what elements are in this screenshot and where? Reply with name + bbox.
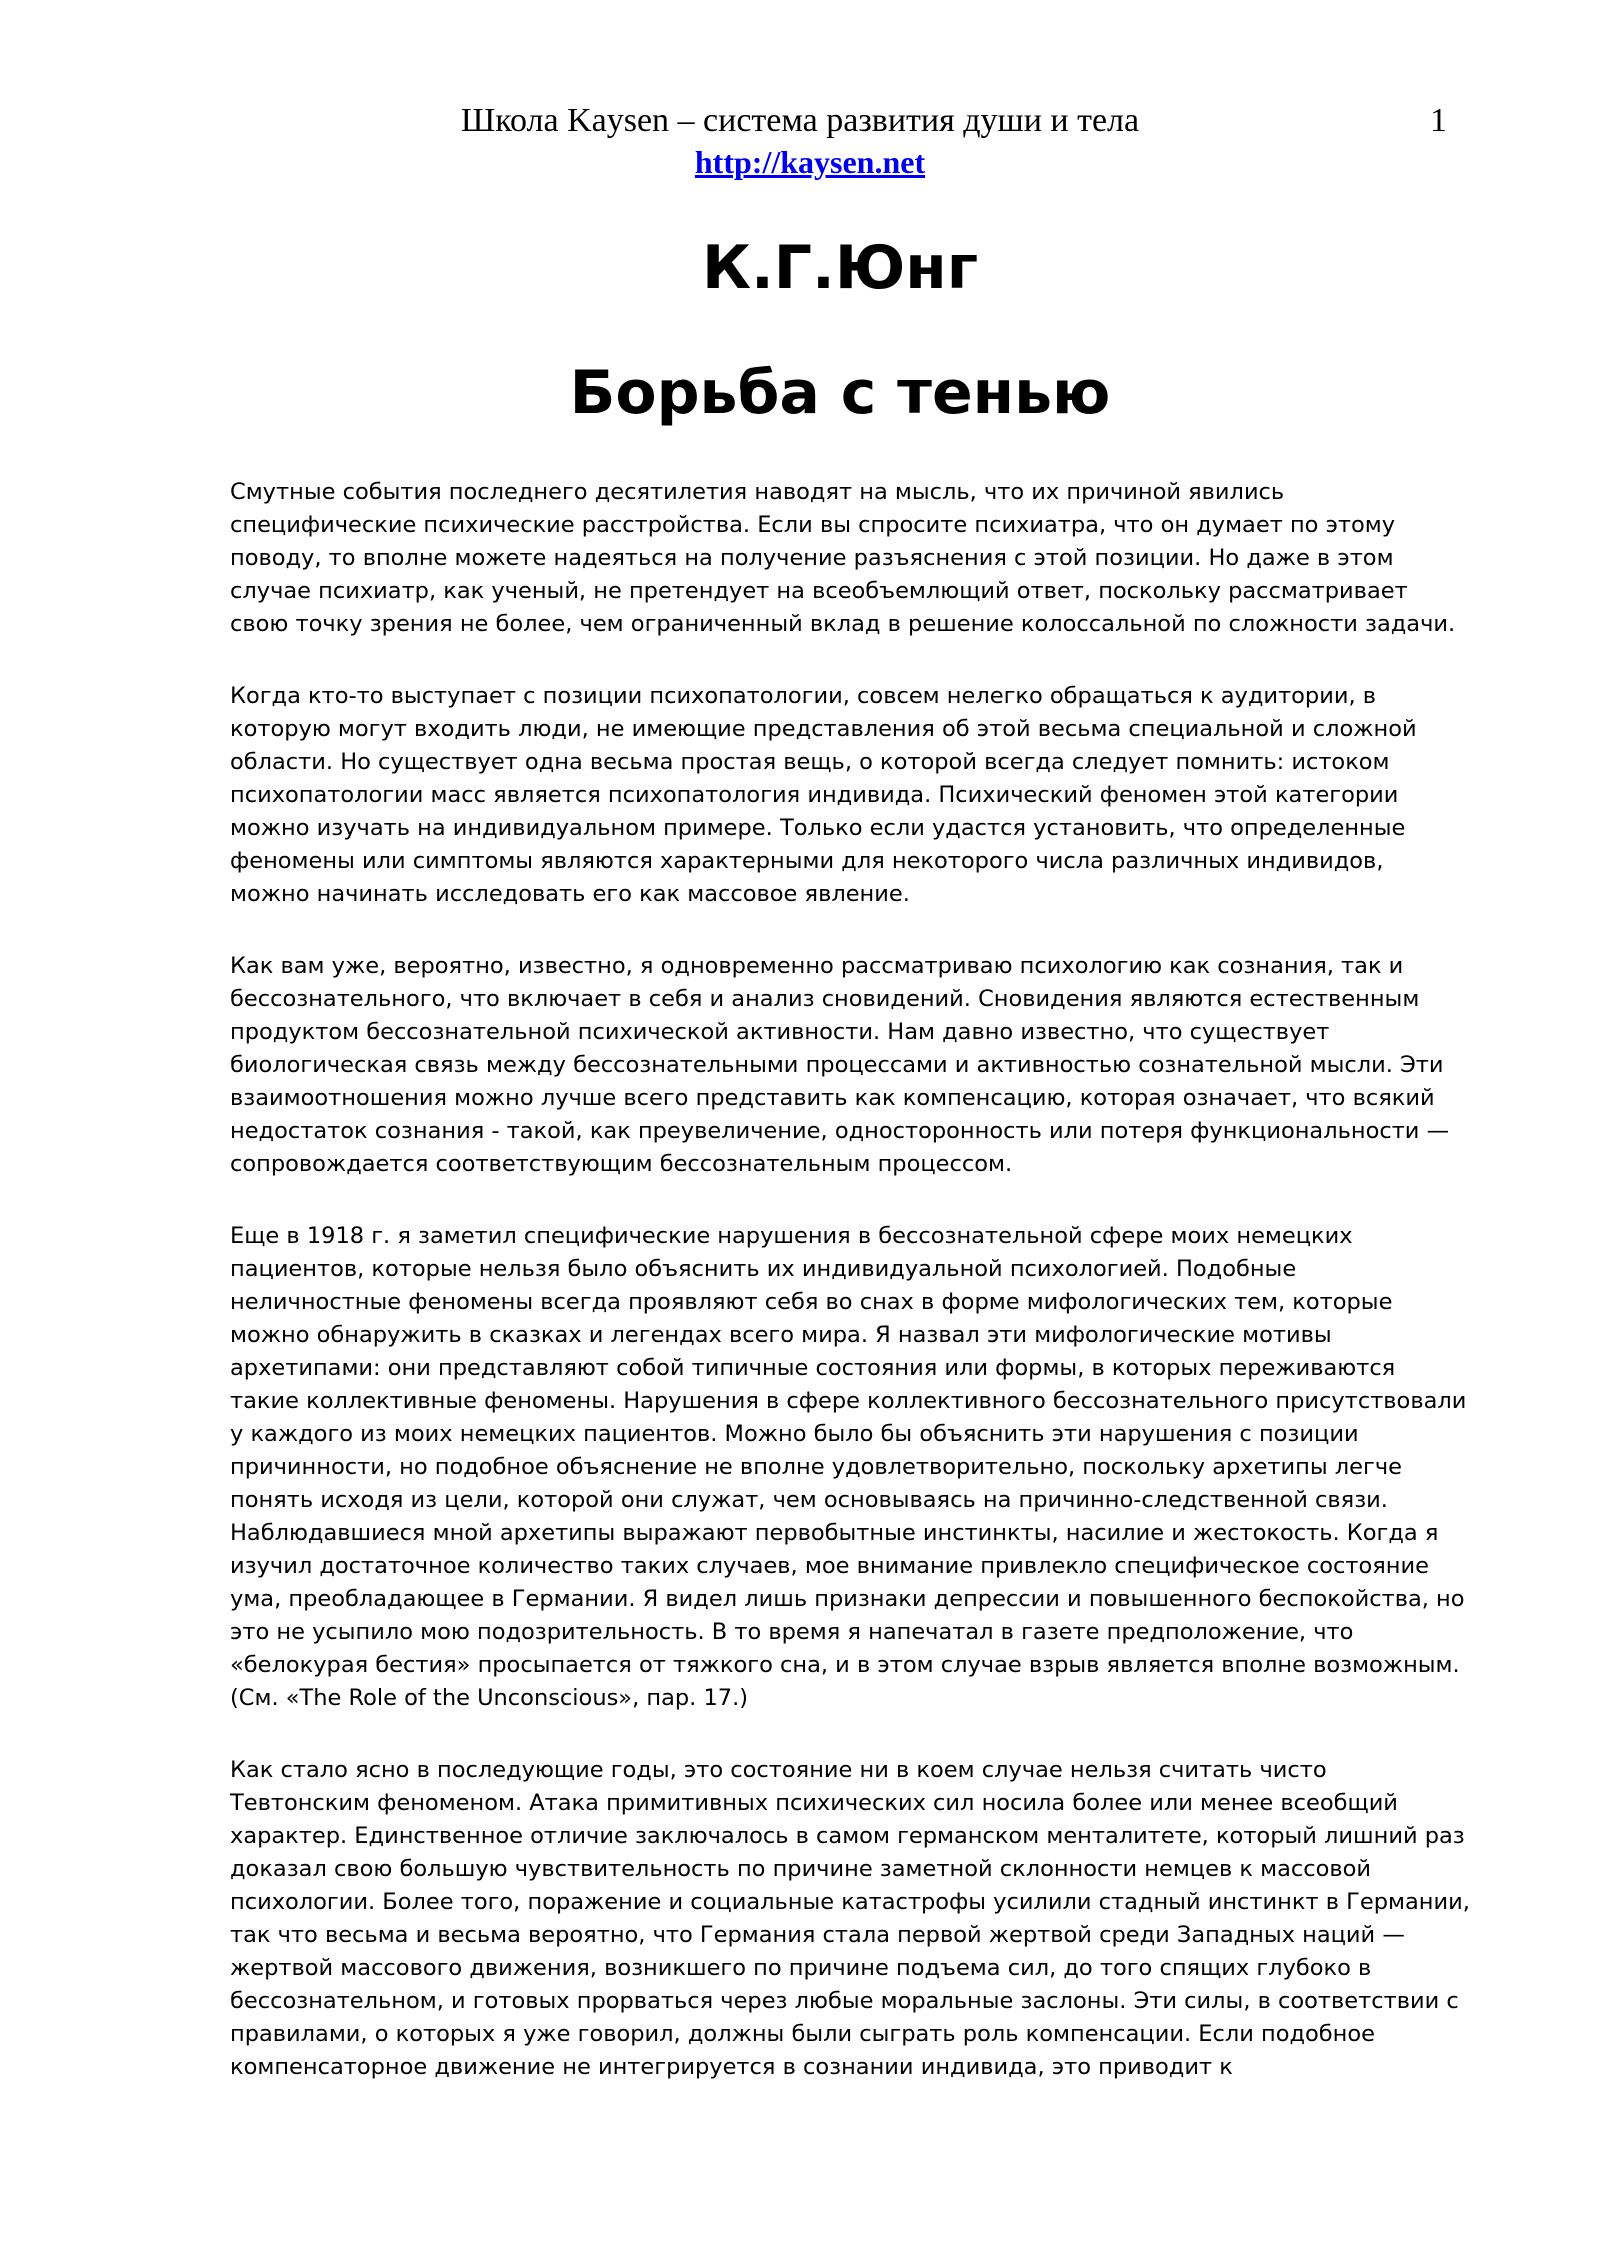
document-title: Борьба с тенью: [569, 358, 1111, 428]
header-title: Школа Kaysen – система развития души и тела: [460, 102, 1140, 139]
document-body: [230, 476, 1470, 2123]
paragraph: Как вам уже, вероятно, известно, я одновременно рассматриваю психологию как сознания, так и бессознательного, что включает в себя и анализ сновидений. Сновидения являются естественным продуктом бессознательной психической активности. Нам давно известно, что существует биологическая связь между бессознательными процессами и активностью сознательной мысли. Эти взаимоотношения можно лучше всего представить как компенсацию, которая означает, что всякий недостаток сознания - такой, как преувеличение, односторонность или потеря функциональности — сопровождается соответствующим бессознательным процессом.: [230, 953, 1450, 1177]
header-link[interactable]: http://kaysen.net: [694, 144, 926, 180]
paragraph: Смутные события последнего десятилетия наводят на мысль, что их причиной явились специфические психические расстройства. Если вы спросите психиатра, что он думает по этому поводу, то вполне можете надеяться на получение разъяснения с этой позиции. Но даже в этом случае психиатр, как ученый, не претендует на всеобъемлющий ответ, поскольку рассматривает свою точку зрения не более, чем ограниченный вклад в решение колоссальной по сложности задачи.: [230, 479, 1456, 637]
page-number: 1: [1430, 102, 1447, 139]
paragraph: Еще в 1918 г. я заметил специфические нарушения в бессознательной сфере моих немецких пациентов, которые нельзя было объяснить их индивидуальной психологией. Подобные неличностные феномены всегда проявляют себя во снах в форме мифологических тем, которые можно обнаружить в сказках и легендах всего мира. Я назвал эти мифологические мотивы архетипами: они представляют собой типичные состояния или формы, в которых переживаются такие коллективные феномены. Нарушения в сфере коллективного бессознательного присутствовали у каждого из моих немецких пациентов. Можно было бы объяснить эти нарушения с позиции причинности, но подобное объяснение не вполне удовлетворительно, поскольку архетипы легче понять исходя из цели, которой они служат, чем основываясь на причинно-следственной связи. Наблюдавшиеся мной архетипы выражают первобытные инстинкты, насилие и жестокость. Когда я изучил достаточное количество таких случаев, мое внимание привлекло специфическое состояние ума, преобладающее в Германии. Я видел лишь признаки депрессии и повышенного беспокойства, но это не усыпило мою подозрительность. В то время я напечатал в газете предположение, что «белокурая бестия» просыпается от тяжкого сна, и в этом случае взрыв является вполне возможным. (См. «The Role of the Unconscious», пар. 17.): [230, 1223, 1467, 1711]
page-header: [0, 100, 1600, 182]
paragraph: Как стало ясно в последующие годы, это состояние ни в коем случае нельзя считать чисто Тевтонским феноменом. Атака примитивных психических сил носила более или менее всеобщий характер. Единственное отличие заключалось в самом германском менталитете, который лишний раз доказал свою большую чувствительность по причине заметной склонности немцев к массовой психологии. Более того, поражение и социальные катастрофы усилили стадный инстинкт в Германии, так что весьма и весьма вероятно, что Германия стала первой жертвой среди Западных наций — жертвой массового движения, возникшего по причине подъема сил, до того спящих глубоко в бессознательном, и готовых прорваться через любые моральные заслоны. Эти силы, в соответствии с правилами, о которых я уже говорил, должны были сыграть роль компенсации. Если подобное компенсаторное движение не интегрируется в сознании индивида, это приводит к: [230, 1757, 1470, 2080]
paragraph: Когда кто-то выступает с позиции психопатологии, совсем нелегко обращаться к аудитории, в которую могут входить люди, не имеющие представления об этой весьма специальной и сложной области. Но существует одна весьма простая вещь, о которой всегда следует помнить: истоком психопатологии масс является психопатология индивида. Психический феномен этой категории можно изучать на индивидуальном примере. Только если удастся установить, что определенные феномены или симптомы являются характерными для некоторого числа различных индивидов, можно начинать исследовать его как массовое явление.: [230, 683, 1417, 907]
document-author: К.Г.Юнг: [701, 233, 979, 303]
